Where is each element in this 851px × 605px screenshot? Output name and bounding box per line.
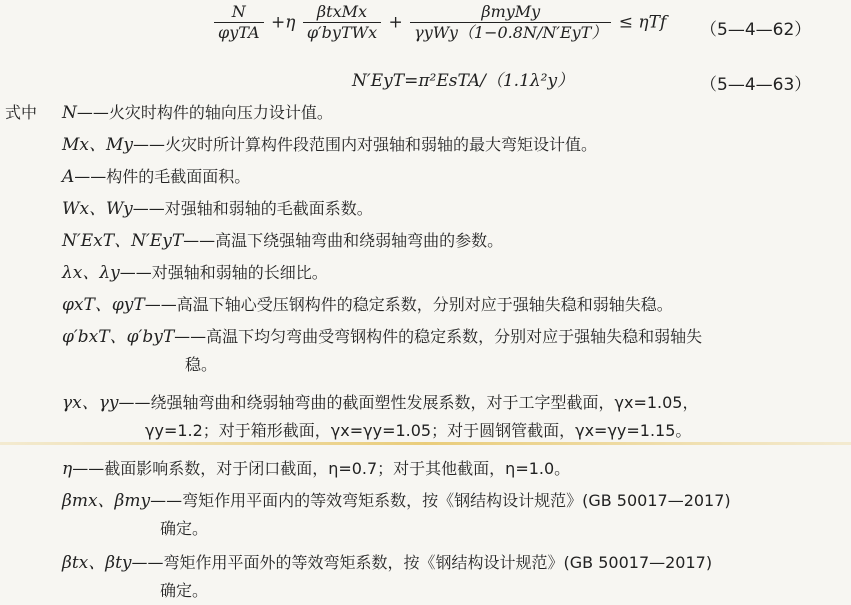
definition-symbol: η [62, 459, 73, 479]
eq62-term2-denominator: φ′byTWx [306, 23, 378, 42]
definition-row [62, 490, 731, 512]
definition-symbol: Wx、Wy [62, 199, 133, 219]
definition-row [62, 392, 699, 414]
definition-text: ——高温下轴心受压钢构件的稳定系数，分别对应于强轴失稳和弱轴失稳。 [144, 295, 673, 314]
eq62-fraction-3 [410, 2, 611, 43]
eq62-number: （5—4—62） [700, 20, 812, 40]
definition-text: ——构件的毛截面面积。 [74, 167, 251, 186]
definition-text: ——弯矩作用平面外的等效弯矩系数，按《钢结构设计规范》(GB 50017—2017) [131, 553, 713, 572]
eq62-term3-denominator: γyWy（1−0.8N/N′EyT） [414, 23, 608, 42]
definition-symbol: Mx、My [62, 135, 134, 155]
eq62-term1-denominator: φyTA [218, 23, 260, 42]
equation-5-4-62 [212, 2, 666, 56]
definition-row [62, 102, 333, 124]
definition-symbol: γx、γy [62, 393, 119, 413]
where-label: 式中 [5, 103, 38, 122]
equation-5-4-63: N′EyT=π²EsTA/（1.1λ²y） [352, 71, 575, 91]
definition-symbol: N′ExT、N′EyT [62, 231, 184, 251]
eq62-term2-numerator: βtxMx [303, 2, 381, 23]
eq63-number: （5—4—63） [700, 75, 812, 95]
eq62-term3-numerator: βmyMy [410, 2, 611, 23]
definition-row [62, 166, 250, 188]
definition-row [62, 198, 373, 220]
definition-row [62, 134, 597, 156]
definition-symbol: βtx、βty [62, 553, 132, 573]
eq62-term1-numerator: N [214, 2, 264, 23]
definition-continuation: 稳。 [185, 355, 218, 374]
definition-symbol: βmx、βmy [62, 491, 151, 511]
definition-symbol: A [62, 167, 75, 187]
definition-text: ——弯矩作用平面内的等效弯矩系数，按《钢结构设计规范》(GB 50017—2017) [150, 491, 731, 510]
definition-symbol: φ′bxT、φ′byT [62, 327, 175, 347]
definition-row [62, 230, 503, 252]
definition-row [62, 294, 673, 316]
eq62-fraction-2 [303, 2, 381, 43]
highlight-divider [0, 442, 851, 445]
definition-row [62, 326, 702, 348]
definition-symbol: N [62, 103, 77, 123]
definition-text: ——对强轴和弱轴的毛截面系数。 [132, 199, 373, 218]
definition-continuation: γy=1.2；对于箱形截面，γx=γy=1.05；对于圆钢管截面，γx=γy=1.15。 [145, 421, 692, 440]
definition-text: ——火灾时所计算构件段范围内对强轴和弱轴的最大弯矩设计值。 [133, 135, 598, 154]
eq62-fraction-1 [214, 2, 264, 43]
definition-symbol: λx、λy [62, 263, 120, 283]
definition-text: ——高温下绕强轴弯曲和绕弱轴弯曲的参数。 [183, 231, 504, 250]
eq62-rhs: ≤ ηTf [618, 12, 667, 33]
definition-text: ——高温下均匀弯曲受弯钢构件的稳定系数，分别对应于强轴失稳和弱轴失 [174, 327, 703, 346]
definition-row [62, 262, 328, 284]
definition-text: ——对强轴和弱轴的长细比。 [119, 263, 328, 282]
definition-row [62, 458, 570, 480]
definition-continuation: 确定。 [160, 581, 209, 600]
definition-row [62, 552, 712, 574]
definition-text: ——截面影响系数，对于闭口截面，η=0.7；对于其他截面，η=1.0。 [72, 459, 571, 478]
definition-text: ——绕强轴弯曲和绕弱轴弯曲的截面塑性发展系数，对于工字型截面，γx=1.05， [118, 393, 699, 412]
definition-continuation: 确定。 [160, 519, 209, 538]
definition-symbol: φxT、φyT [62, 295, 145, 315]
eq62-operator-2: + [388, 12, 403, 33]
definition-text: ——火灾时构件的轴向压力设计值。 [76, 103, 333, 122]
eq62-operator-1: +η [271, 12, 296, 33]
